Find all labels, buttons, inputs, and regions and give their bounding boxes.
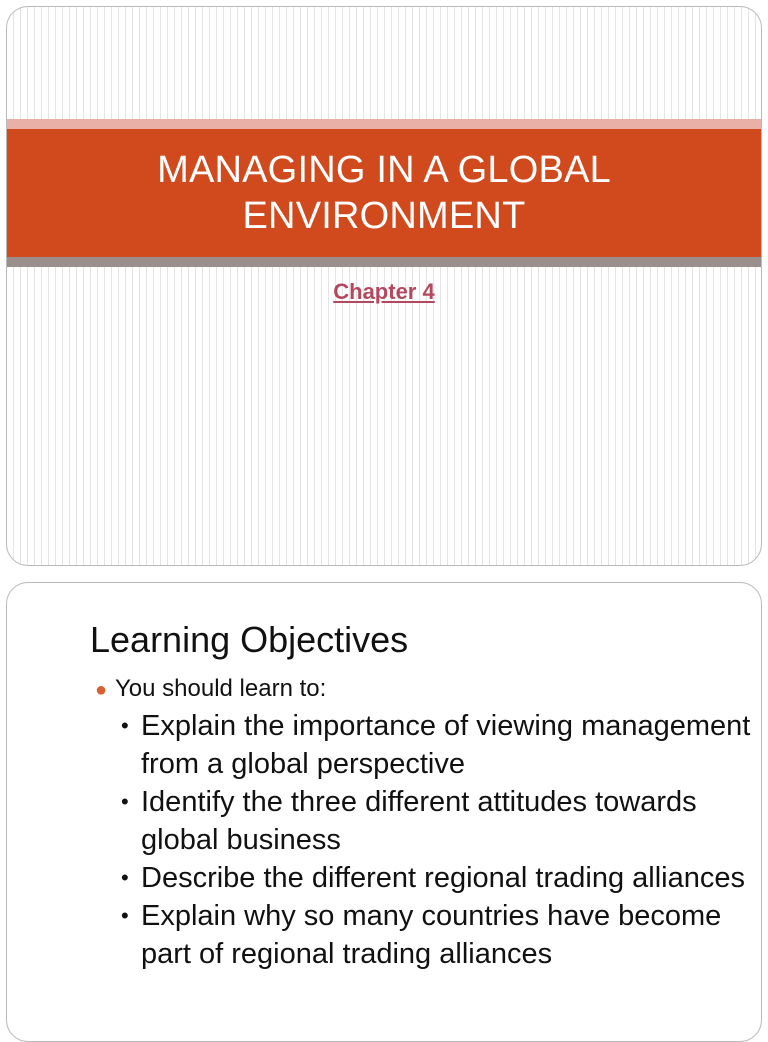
bullet-icon: • bbox=[121, 713, 129, 738]
title-slide bbox=[6, 6, 762, 566]
objectives-list bbox=[119, 707, 759, 973]
bullet-icon: • bbox=[121, 903, 129, 928]
objective-text: Identify the three different attitudes towards global business bbox=[141, 786, 697, 856]
slide-title: MANAGING IN A GLOBAL ENVIRONMENT bbox=[157, 149, 611, 237]
objective-text: Explain why so many countries have become part of regional trading alliances bbox=[141, 900, 722, 970]
objective-text: Describe the different regional trading alliances bbox=[141, 862, 745, 894]
bullet-icon: • bbox=[121, 789, 129, 814]
list-item bbox=[119, 783, 759, 859]
title-band-top-stripe bbox=[7, 119, 761, 129]
objectives-slide bbox=[6, 582, 762, 1042]
objective-text: Explain the importance of viewing management from a global perspective bbox=[141, 710, 751, 780]
list-item bbox=[119, 859, 759, 897]
list-item bbox=[119, 707, 759, 783]
title-band-bottom-stripe bbox=[7, 257, 761, 267]
bullet-icon: ● bbox=[95, 679, 108, 701]
objectives-heading: Learning Objectives bbox=[90, 619, 409, 660]
intro-text: You should learn to: bbox=[115, 675, 327, 702]
bullet-icon: • bbox=[121, 865, 129, 890]
intro-bullet bbox=[95, 675, 326, 703]
chapter-subtitle: Chapter 4 bbox=[333, 279, 435, 304]
list-item bbox=[119, 897, 759, 973]
title-band bbox=[7, 129, 761, 257]
